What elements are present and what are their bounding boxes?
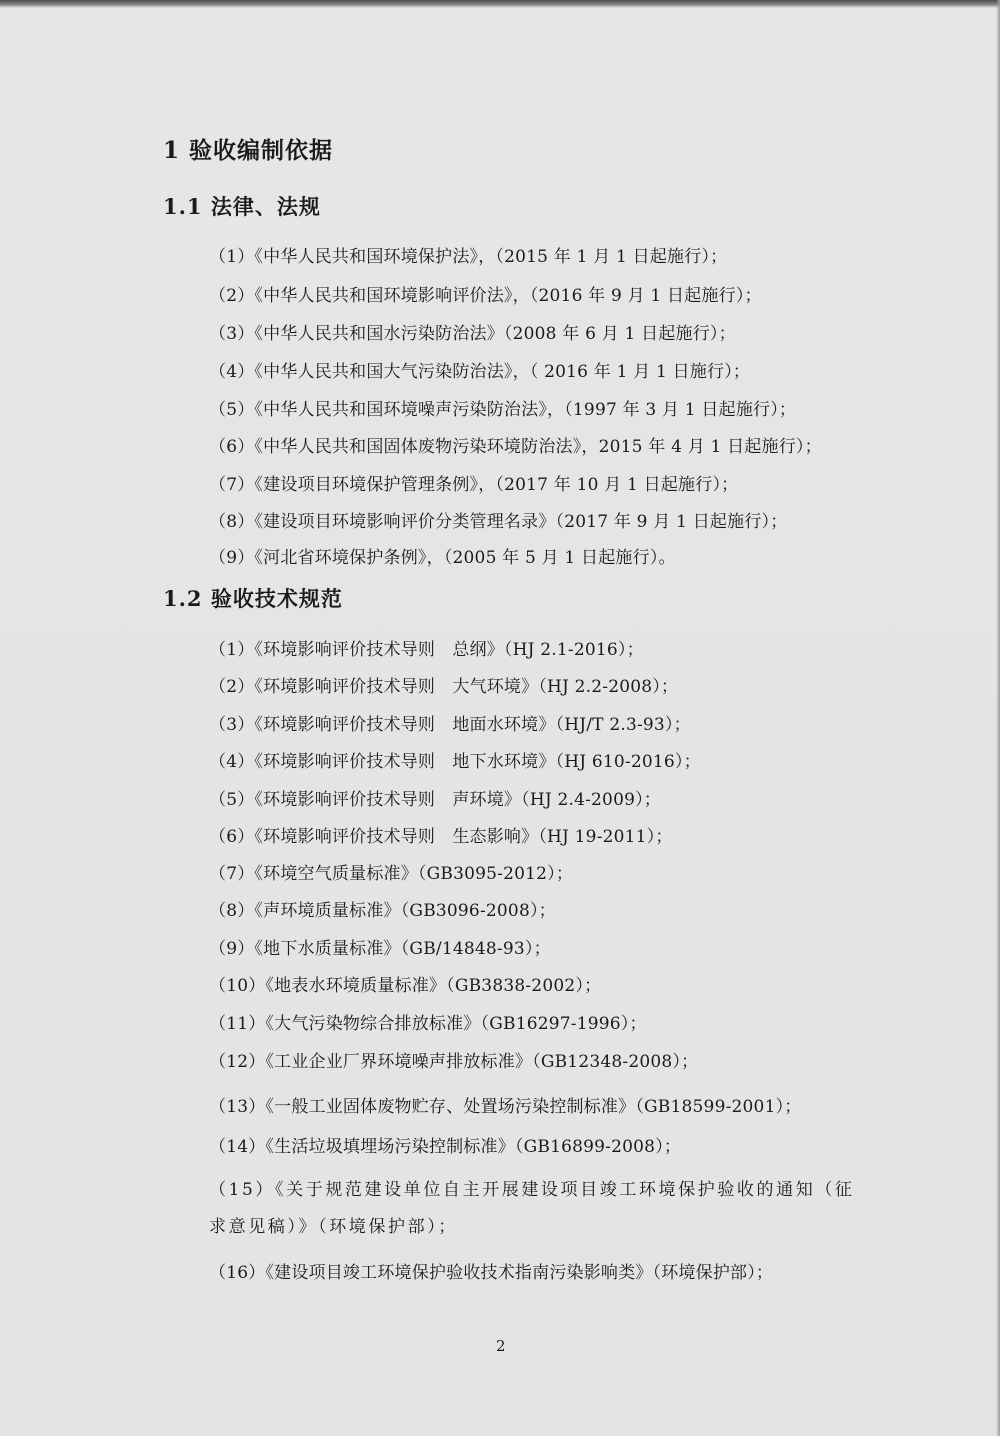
- law-item-9: （9）《河北省环境保护条例》，（2005 年 5 月 1 日起施行）。: [209, 548, 676, 568]
- spec-item-10: （10）《地表水环境质量标准》（GB3838-2002）；: [209, 976, 602, 996]
- spec-item-1: （1）《环境影响评价技术导则 总纲》（HJ 2.1-2016）；: [209, 640, 644, 660]
- law-item-2: （2）《中华人民共和国环境影响评价法》，（2016 年 9 月 1 日起施行）；: [209, 286, 762, 306]
- section-heading-1-2: 1.2 验收技术规范: [163, 586, 343, 611]
- spec-item-8: （8）《声环境质量标准》（GB3096-2008）；: [209, 901, 556, 921]
- law-item-6: （6）《中华人民共和国固体废物污染环境防治法》，2015 年 4 月 1 日起施行）；: [209, 437, 822, 457]
- spec-item-13: （13）《一般工业固体废物贮存、处置场污染控制标准》（GB18599-2001）；: [209, 1097, 802, 1117]
- law-item-3: （3）《中华人民共和国水污染防治法》（2008 年 6 月 1 日起施行）；: [209, 324, 736, 344]
- section-heading-1: 1 验收编制依据: [163, 137, 334, 164]
- law-item-4: （4）《中华人民共和国大气污染防治法》，（ 2016 年 1 月 1 日施行）；: [209, 362, 751, 382]
- spec-item-16: （16）《建设项目竣工环境保护验收技术指南污染影响类》（环境保护部）；: [209, 1263, 774, 1283]
- spec-item-4: （4）《环境影响评价技术导则 地下水环境》（HJ 610-2016）；: [209, 752, 701, 772]
- spec-item-12: （12）《工业企业厂界环境噪声排放标准》（GB12348-2008）；: [209, 1052, 699, 1072]
- law-item-1: （1）《中华人民共和国环境保护法》，（2015 年 1 月 1 日起施行）；: [209, 247, 728, 267]
- section-heading-1-1: 1.1 法律、法规: [163, 194, 321, 219]
- spec-item-5: （5）《环境影响评价技术导则 声环境》（HJ 2.4-2009）；: [209, 790, 662, 810]
- spec-item-11: （11）《大气污染物综合排放标准》（GB16297-1996）；: [209, 1014, 647, 1034]
- spec-item-15-text: （15）《关于规范建设单位自主开展建设项目竣工环境保护验收的通知（征求意见稿）》（环境保护部）；: [209, 1180, 855, 1237]
- spec-item-6: （6）《环境影响评价技术导则 生态影响》（HJ 19-2011）；: [209, 827, 673, 847]
- spec-item-7: （7）《环境空气质量标准》（GB3095-2012）；: [209, 864, 574, 884]
- page-number: 2: [496, 1337, 506, 1355]
- spec-item-14: （14）《生活垃圾填埋场污染控制标准》（GB16899-2008）；: [209, 1137, 682, 1157]
- law-item-5: （5）《中华人民共和国环境噪声污染防治法》，（1997 年 3 月 1 日起施行）；: [209, 400, 797, 420]
- law-item-8: （8）《建设项目环境影响评价分类管理名录》（2017 年 9 月 1 日起施行）；: [209, 512, 788, 532]
- law-item-7: （7）《建设项目环境保护管理条例》，（2017 年 10 月 1 日起施行）；: [209, 475, 739, 495]
- spec-item-15: [163, 1172, 863, 1246]
- scan-top-edge: [0, 0, 1000, 8]
- spec-item-2: （2）《环境影响评价技术导则 大气环境》（HJ 2.2-2008）；: [209, 677, 679, 697]
- spec-item-3: （3）《环境影响评价技术导则 地面水环境》（HJ/T 2.3-93）；: [209, 715, 691, 735]
- spec-item-9: （9）《地下水质量标准》（GB/14848-93）；: [209, 939, 551, 959]
- scan-right-edge: [996, 0, 1000, 1436]
